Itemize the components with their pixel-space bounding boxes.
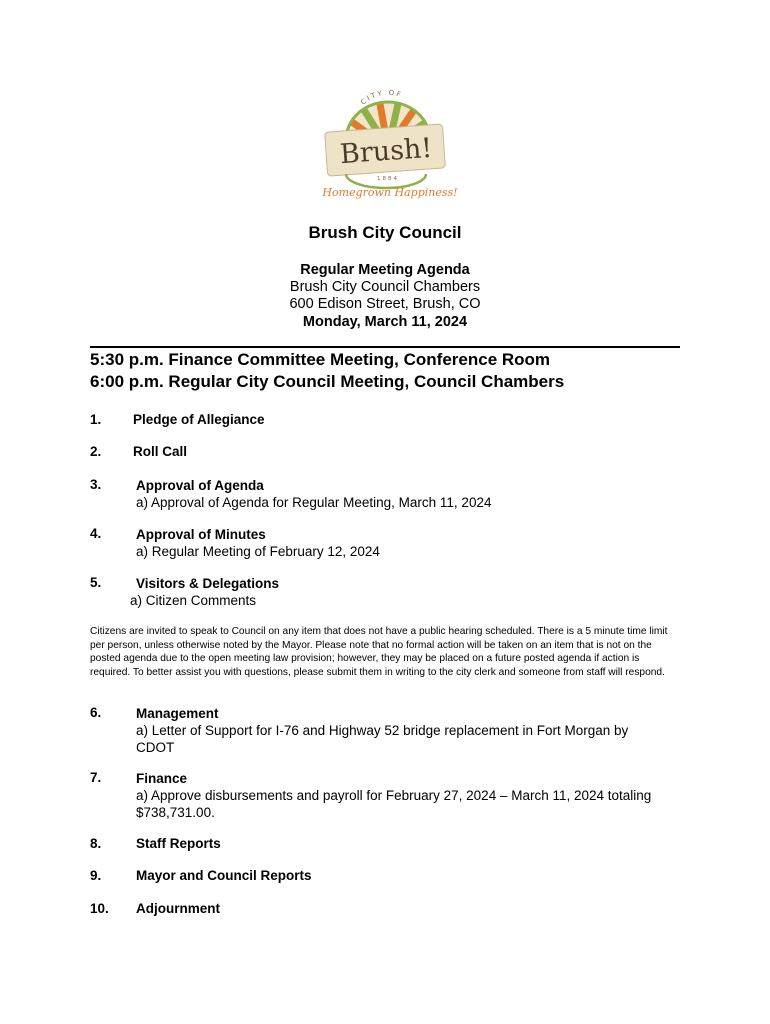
agenda-item-3	[136, 477, 491, 511]
item-number-2: 2.	[90, 444, 102, 459]
item-label: Adjournment	[136, 901, 220, 916]
agenda-item-2	[133, 444, 187, 459]
item-subitem: a) Approve disbursements and payroll for February 27, 2024 – March 11, 2024 totaling $738,731.00.	[136, 788, 652, 820]
item-label: Pledge of Allegiance	[133, 412, 265, 427]
item-label: Roll Call	[133, 444, 188, 459]
logo-arc-text: CITY OF	[359, 88, 404, 107]
item-number-8: 8.	[90, 836, 102, 851]
schedule-finance-committee: 5:30 p.m. Finance Committee Meeting, Conference Room	[90, 350, 551, 369]
brush-city-logo	[312, 88, 460, 204]
item-number-9: 9.	[90, 868, 102, 883]
meeting-address: 600 Edison Street, Brush, CO	[289, 296, 481, 312]
item-number-1: 1.	[90, 412, 102, 427]
item-number-10: 10.	[90, 901, 109, 916]
item-label: Management	[136, 706, 219, 721]
item-number-4: 4.	[90, 526, 102, 541]
item-subitem: a) Regular Meeting of February 12, 2024	[136, 544, 380, 559]
header-divider	[90, 346, 680, 348]
item-label: Approval of Minutes	[136, 527, 266, 542]
agenda-item-4	[136, 526, 380, 560]
agenda-item-8	[136, 836, 221, 851]
logo-tagline: Homegrown Happiness!	[322, 186, 458, 199]
item-number-3: 3.	[90, 477, 102, 492]
agenda-type: Regular Meeting Agenda	[300, 262, 470, 278]
item-number-6: 6.	[90, 705, 102, 720]
meeting-location: Brush City Council Chambers	[289, 279, 481, 295]
citizen-comments-note: Citizens are invited to speak to Council on any item that does not have a public hearing scheduled. There is a 5 minute time limit per person, unless otherwise noted by the Mayor. Please note that no formal action will be taken on an item that is not on the posted agenda due to the open meeting law provision; however, they may be placed on a future posted agenda if action is required. To better assist you with questions, please submit them in writing to the city clerk and someone from staff will respond.	[90, 626, 668, 678]
agenda-item-10	[136, 901, 220, 916]
meeting-date: Monday, March 11, 2024	[302, 314, 468, 330]
item-label: Staff Reports	[136, 836, 221, 851]
item-label: Mayor and Council Reports	[136, 868, 312, 883]
item-label: Approval of Agenda	[136, 478, 264, 493]
agenda-item-6	[136, 705, 656, 756]
item-subitem: a) Citizen Comments	[130, 593, 257, 608]
item-label: Finance	[136, 771, 188, 786]
schedule-regular-meeting: 6:00 p.m. Regular City Council Meeting, Council Chambers	[90, 372, 565, 391]
agenda-item-9	[136, 868, 312, 883]
logo-year: 1884	[377, 176, 399, 182]
item-subitem: a) Letter of Support for I-76 and Highway 52 bridge replacement in Fort Morgan by CDOT	[136, 723, 629, 755]
logo-wordmark: Brush!	[339, 132, 434, 171]
agenda-item-5	[130, 575, 280, 609]
council-title: Brush City Council	[308, 223, 462, 242]
item-number-7: 7.	[90, 770, 102, 785]
item-subitem: a) Approval of Agenda for Regular Meeting, March 11, 2024	[136, 495, 492, 510]
item-number-5: 5.	[90, 575, 102, 590]
item-label: Visitors & Delegations	[136, 576, 280, 591]
agenda-item-7	[136, 770, 676, 821]
agenda-item-1	[133, 412, 265, 427]
